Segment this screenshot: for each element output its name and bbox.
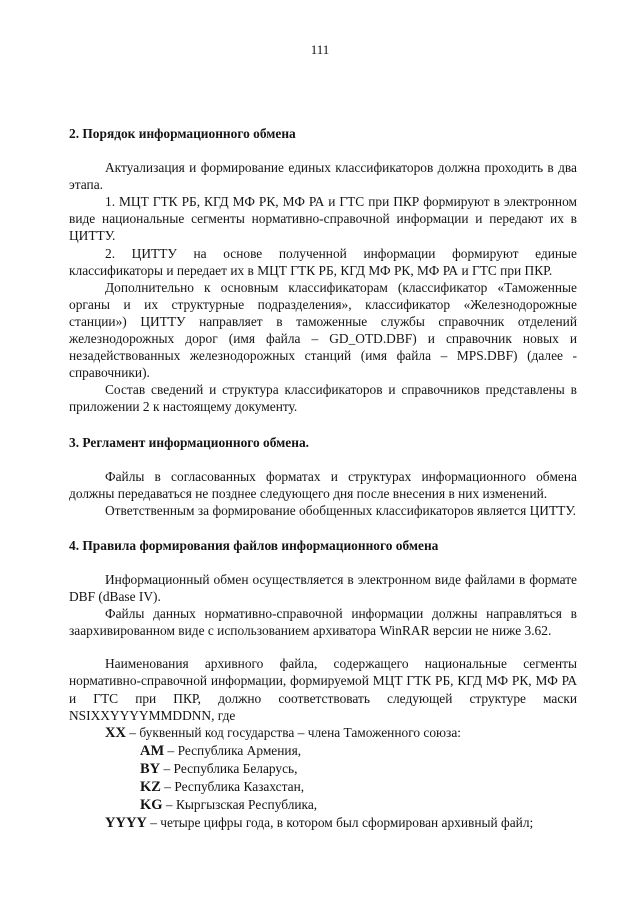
mask-definitions xyxy=(69,724,577,833)
paragraph: Информационный обмен осуществляется в электронном виде файлами в формате DBF (dBase IV). xyxy=(69,571,577,605)
definition-row xyxy=(69,760,577,778)
paragraph: Файлы данных нормативно-справочной информации должны направляться в заархивированном виде с использованием архиватора WinRAR версии не ниже 3.62. xyxy=(69,606,577,639)
paragraph: Дополнительно к основным классификаторам (классификатор «Таможенные органы и их структурные подразделения», классификатор «Железнодорожные станции») ЦИТТУ направляет в таможенные службы справочник отделений железнодорожных дорог (имя файла – GD_OTD.DBF) и справочник новых и незадействованных железнодорожных станций (имя файла – MPS.DBF) (далее - справочники). xyxy=(69,279,577,381)
paragraph: 1. МЦТ ГТК РБ, КГД МФ РК, МФ РА и ГТС при ПКР формируют в электронном виде национальные сегменты нормативно-справочной информации и передают их в ЦИТТУ. xyxy=(69,194,577,244)
definition-code: AM xyxy=(140,742,165,759)
definition-text: – Республика Беларусь, xyxy=(160,760,298,776)
definition-text: – четыре цифры года, в котором был сформирован архивный файл; xyxy=(146,815,534,831)
definition-code: XX xyxy=(105,724,126,741)
definition-code: KZ xyxy=(140,779,161,795)
definition-text: – Республика Казахстан, xyxy=(160,779,305,794)
definition-code: YYYY xyxy=(105,815,147,832)
paragraph: 2. ЦИТТУ на основе полученной информации формируют единые классификаторы и передает их в МЦТ ГТК РБ, КГД МФ РК, МФ РА и ГТС при ПКР. xyxy=(69,245,577,278)
page-content xyxy=(69,125,577,832)
definition-code: BY xyxy=(140,760,161,777)
page-number: 111 xyxy=(310,42,330,57)
definition-text: – Республика Армения, xyxy=(164,742,302,758)
definition-row xyxy=(69,796,577,814)
paragraph: Актуализация и формирование единых классификаторов должна проходить в два этапа. xyxy=(69,160,577,193)
definition-row xyxy=(69,778,577,796)
definition-text: – Кыргызская Республика, xyxy=(162,797,318,813)
definition-row xyxy=(69,814,577,832)
naming-rule-paragraph: Наименования архивного файла, содержащего национальные сегменты нормативно-справочной информации, формируемой МЦТ ГТК РБ, КГД МФ РК, МФ РА и ГТС при ПКР, должно соответствовать следующей структуре маски NSIXXYYYYMMDDNN, где xyxy=(69,656,577,723)
section-3-heading: 3. Регламент информационного обмена. xyxy=(69,434,309,450)
paragraph: Ответственным за формирование обобщенных классификаторов является ЦИТТУ. xyxy=(105,502,576,518)
paragraph: Состав сведений и структура классификаторов и справочников представлены в приложении 2 к настоящему документу. xyxy=(69,382,577,415)
paragraph: Файлы в согласованных форматах и структурах информационного обмена должны передаваться не позднее следующего дня после внесения в них изменений. xyxy=(69,468,577,501)
definition-code: KG xyxy=(140,797,163,814)
section-4-heading: 4. Правила формирования файлов информационного обмена xyxy=(69,537,439,553)
definition-row xyxy=(69,742,577,760)
definition-text: – буквенный код государства – члена Таможенного союза: xyxy=(125,724,461,740)
section-2-heading: 2. Порядок информационного обмена xyxy=(69,126,296,141)
definition-row xyxy=(69,724,577,742)
